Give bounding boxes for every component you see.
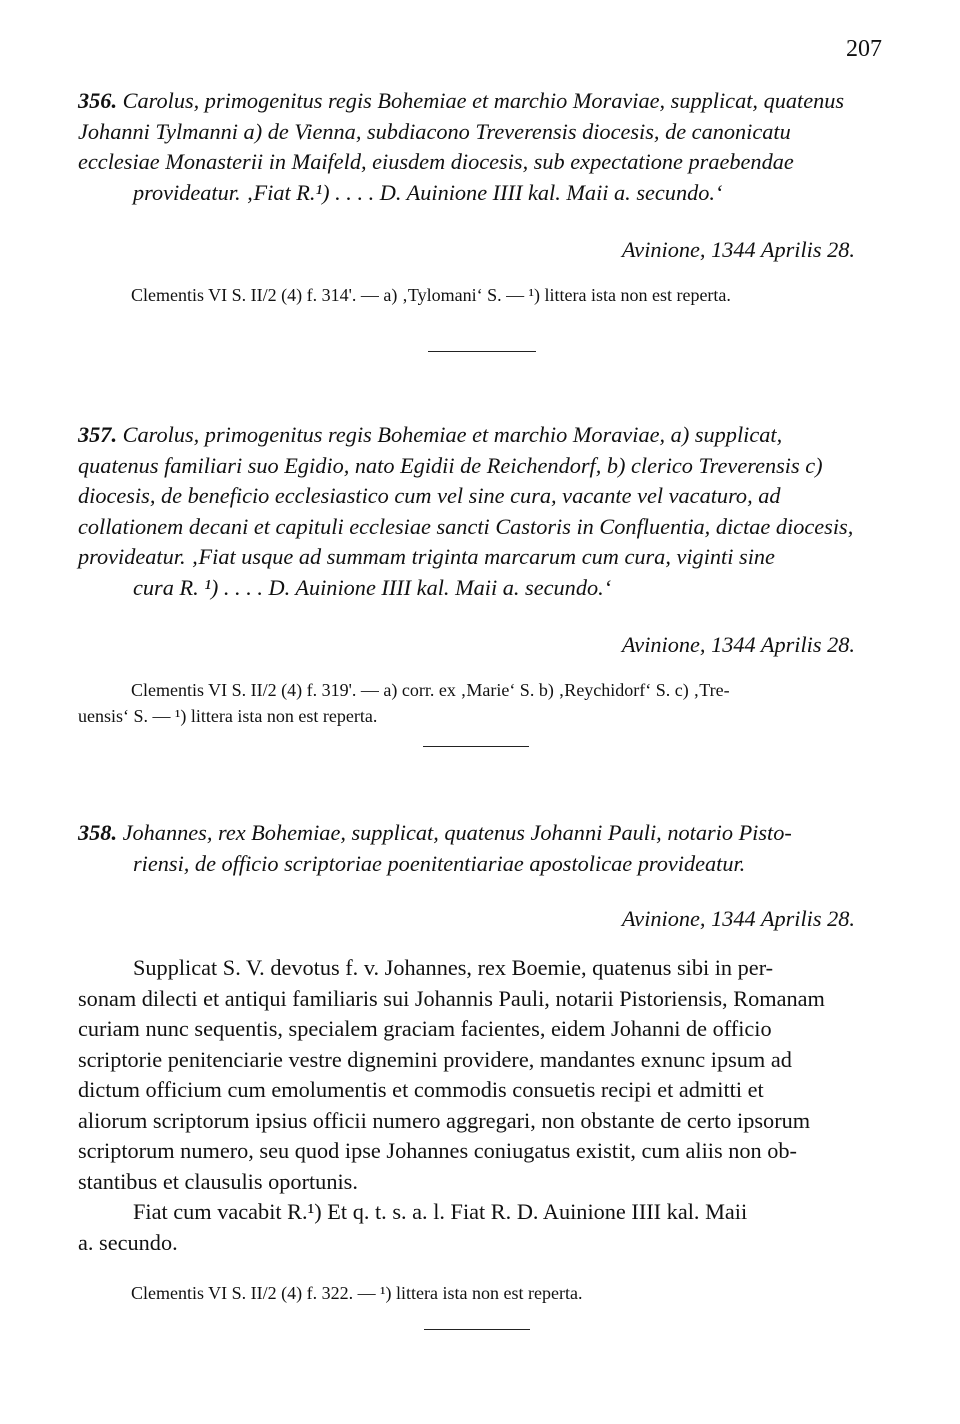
regest-line: [78, 420, 883, 451]
entry-358: [78, 818, 883, 1306]
regest-line: riensi, de officio scriptoriae poenitentiariae apostolicae provideatur.: [133, 850, 746, 876]
body-line: a. secundo.: [78, 1229, 178, 1255]
footnote-line: Clementis VI S. II/2 (4) f. 319'. — a) corr. ex ‚Marie‘ S. b) ‚Reychidorf‘ S. c) ‚Tre-: [131, 680, 730, 700]
entry-357: [78, 420, 883, 729]
regest-line: quatenus familiari suo Egidio, nato Egidii de Reichendorf, b) clerico Treverensis c): [78, 452, 823, 478]
separator-rule: [424, 1329, 530, 1330]
body-line: Fiat cum vacabit R.¹) Et q. t. s. a. l. Fiat R. D. Auinione IIII kal. Maii: [133, 1199, 748, 1224]
entry-number: 358.: [78, 820, 118, 845]
regest-line: collationem decani et capituli ecclesiae sancti Castoris in Confluentia, dictae diocesis,: [78, 513, 854, 539]
body-line: scriptorum numero, seu quod ipse Johannes coniugatus existit, cum aliis non ob-: [78, 1138, 797, 1163]
regest-line: [78, 818, 883, 849]
footnote-line: uensis‘ S. — ¹) littera ista non est reperta.: [78, 706, 378, 726]
entry-356-regest: [78, 86, 883, 208]
page-number: 207: [846, 36, 882, 62]
body-line: dictum officium cum emolumentis et commodis consuetis recipi et admitti et: [78, 1077, 764, 1102]
regest-line: cura R. ¹) . . . . D. Auinione IIII kal. Maii a. secundo.‘: [133, 574, 612, 600]
body-line: curiam nunc sequentis, specialem graciam facientes, eidem Johanni de officio: [78, 1016, 772, 1041]
regest-line: [78, 86, 883, 117]
dateline: Avinione, 1344 Aprilis 28.: [621, 237, 855, 262]
supplication-text: [78, 953, 883, 1258]
body-line: stantibus et clausulis oportunis.: [78, 1168, 358, 1194]
regest-text: Carolus, primogenitus regis Bohemiae et marchio Moraviae, a) supplicat,: [117, 422, 783, 447]
body-line: scriptorie penitenciarie vestre dignemini providere, mandantes exnunc ipsum ad: [78, 1046, 792, 1072]
body-line: Supplicat S. V. devotus f. v. Johannes, rex Boemie, quatenus sibi in per-: [133, 955, 774, 980]
body-line: aliorum scriptorum ipsius officii numero aggregari, non obstante de certo ipsorum: [78, 1107, 811, 1133]
footnote: [78, 677, 883, 729]
regest-text: Carolus, primogenitus regis Bohemiae et marchio Moraviae, supplicat, quatenus: [117, 88, 845, 113]
dateline: Avinione, 1344 Aprilis 28.: [621, 906, 855, 931]
regest-text: Johannes, rex Bohemiae, supplicat, quatenus Johanni Pauli, notario Pisto-: [117, 820, 792, 845]
regest-line: ecclesiae Monasterii in Maifeld, eiusdem diocesis, sub expectatione praebendae: [78, 149, 794, 174]
entry-356: [78, 86, 883, 308]
separator-rule: [423, 746, 529, 747]
footnote: Clementis VI S. II/2 (4) f. 314'. — a) ‚Tylomani‘ S. — ¹) littera ista non est reperta.: [131, 285, 731, 305]
regest-line: diocesis, de beneficio ecclesiastico cum vel sine cura, vacante vel vacaturo, ad: [78, 483, 781, 508]
regest-line: provideatur. ‚Fiat R.¹) . . . . D. Auinione IIII kal. Maii a. secundo.‘: [133, 179, 723, 205]
body-line: sonam dilecti et antiqui familiaris sui Johannis Pauli, notarii Pistoriensis, Romanam: [78, 985, 825, 1011]
regest-line: provideatur. ‚Fiat usque ad summam triginta marcarum cum cura, viginti sine: [78, 544, 775, 569]
entry-358-regest: [78, 818, 883, 879]
entry-number: 357.: [78, 422, 118, 447]
entry-357-regest: [78, 420, 883, 603]
regest-line: Johanni Tylmanni a) de Vienna, subdiacono Treverensis diocesis, de canonicatu: [78, 118, 791, 144]
dateline: Avinione, 1344 Aprilis 28.: [621, 632, 855, 657]
entry-number: 356.: [78, 88, 118, 113]
separator-rule: [428, 351, 536, 352]
footnote: Clementis VI S. II/2 (4) f. 322. — ¹) littera ista non est reperta.: [131, 1283, 583, 1303]
